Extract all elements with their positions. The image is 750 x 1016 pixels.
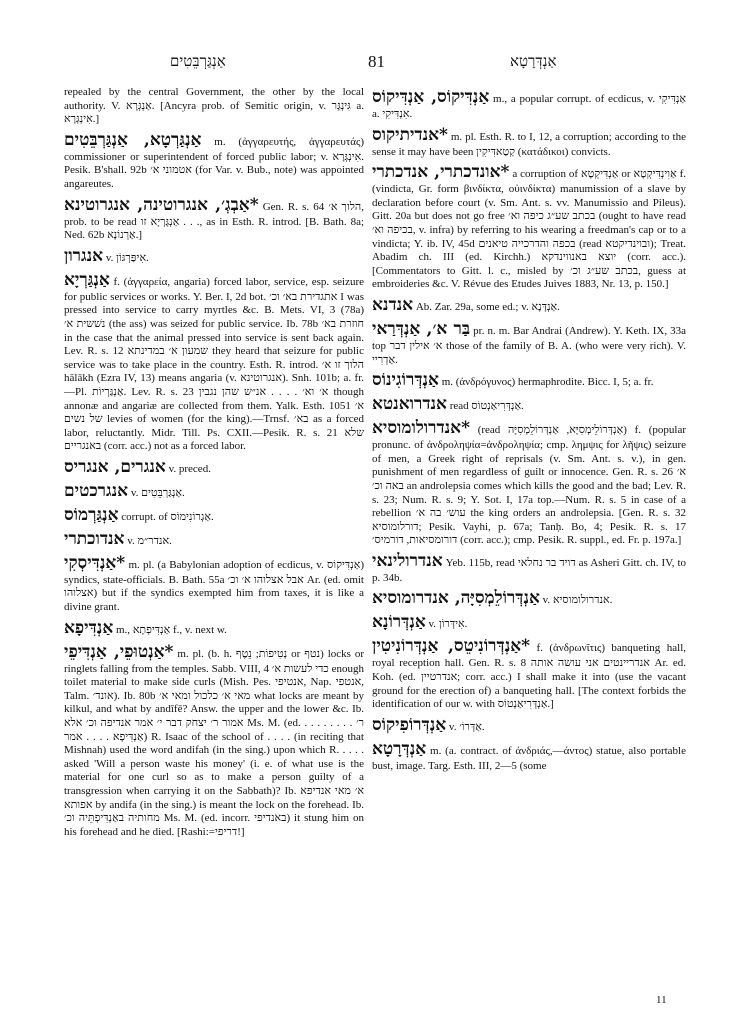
dictionary-entry [372,635,686,711]
dictionary-entry [64,480,364,502]
signature-mark: 11 [656,994,667,1006]
entry-lemma: אַנְגַּרְיָא [64,269,110,290]
entry-lemma: אנגרים, אנגריס [64,456,166,477]
entry-text: f. (ἀνδρωνῖτις) banqueting hall, royal reception hall. Gen. R. s. 8 אנדריינטים אני עושה אותה Ar. ed. Koh. (ed. אנדרטיין; corr. acc.) I shall make it into (use the vacant ground for the erection of) a banqueting hall. [The context forbids the identification of our w. with אַנְדְּרִיאַנְטוֹס.] [372,642,686,711]
entry-lemma: אַנְדְּרוֹגִינוֹס [372,370,439,391]
entry-lemma: אַנְדִּיקוֹס, אַנְדִּיקוֹס [372,87,490,107]
entry-text: m. (ἀνδρόγυνος) hermaphrodite. Bicc. I, 5; a. fr. [441,376,654,389]
right-column [372,86,686,775]
entry-text: v. אַנְגַּרְבֵּטִים. [130,486,185,499]
entry-text: read אַנְדְּרִיאַנְטוֹס. [449,400,524,413]
entry-text: m., a popular corrupt. of ecdicus, v. אַנְדִּיקִי a. אִנְדִּיקִי. [372,93,686,120]
dictionary-entry [372,714,686,736]
running-head-right: אַנְדְּרָטָא [510,52,557,70]
entry-text: corrupt. of אַגְרוֹנִימוֹס. [121,510,214,523]
entry-text: Ab. Zar. 29a, some ed.; v. אַנְדָּנָא. [415,300,560,313]
dictionary-entry [64,641,364,840]
entry-lemma: אַנְדְּרוֹנָא [372,612,426,633]
dictionary-entry [64,617,364,639]
entry-lemma: אַנְגַּרְטָא, אַנְגַּרְבֵּטִים [64,129,202,150]
entry-text: m., אַנְדִּיפְתָא f., v. next w. [116,623,227,636]
entry-text: v. preced. [168,462,211,475]
dictionary-entry [372,124,686,160]
dictionary-entry [372,369,686,391]
dictionary-entry [372,393,686,415]
entry-lemma: אנגרון [64,245,104,266]
left-column [64,86,364,841]
entry-text: m. pl. Esth. R. to I, 12, a corruption; according to the sense it may have been קַטַאדִּיקִין (κατάδικοι) convicts. [372,130,686,158]
dictionary-entry [372,417,686,548]
entry-lemma: אַנְדְּרָטָא [372,738,427,759]
dictionary-entry [372,86,686,122]
entry-text: (read אַנְדְּרוֹלֵימְסִיָּא, אַנְדְּרוֹלֵמְסִיָּה) f. (popular pronunc. of ἀνδροληψία=ἀνδροληψία; cmp. λημψις for λῆψις) seizure of men, a Greek right of reprisals (v. Sm. Ant. s. v.), in gen. punishment of men regardless of guilt or innocence. Gen. R. s. 26 א׳ באה וכ׳ an androlepsia comes which kills the good and the bad; Lev. R. s. 23; Num. R. s. 9; Y. Sot. I, 17a top.—Num. R. s. 5 in case of a rebellion עוש׳ בה א׳ the king orders an androlepsia. [Gen. R. s. 32 דורלומוסיא; Pesik. Vayhi, p. 67a; Tanḥ. Bo, 4; Pesik. R. s. 17 דורומסיאות, דורמיס׳ (corr. acc.); cmp. Pesik. R. suppl., ed. Fr. p. 197a.] [372,424,686,547]
dictionary-entry [372,294,686,316]
entry-lemma: *אנדרולומוסיא [372,418,470,439]
entry-lemma: *אונדכתרי, אנדכתרי [372,162,510,183]
dictionary-entry [64,528,364,550]
entry-lemma: אַנְדְּרוֹפִיקוֹס [372,714,447,735]
dictionary-entry [372,587,686,609]
entry-lemma: אנדרולינאי [372,550,443,571]
dictionary-entry [372,611,686,633]
page-number: 81 [368,52,385,71]
dictionary-entry [64,552,364,615]
entry-text: f. (ἀγγαρεία, angaria) forced labor, service, esp. seizure for public services or works. Y. Ber. I, 2d bot. אתגדירת בא׳ וכ׳ I was pressed into service to carry myrtles &c. B. Mets. VI, 3 (78a) נשׁשית א׳ (the ass) was seized for public service. Ib. 78b חוזרת בא׳ in the case that the animal pressed into service is sent back again. Lev. R. s. 12 שמעון א׳ במדינתא they heard that seizure for public service was to take place in the country. Esth. R. introd. הלוך זו א׳ hălākh (Ezra IV, 13) means angaria (v. אנגרוטינא). Snh. 101b; a. fr.—Pl. אַנְגַּרְיוֹת. Lev. R. s. 23 א׳ וא׳ . . . . אנ״ש שהן נגבין though annonæ and angariæ are collected from them. Yalk. Esth. 1051 א׳ של נשים levies of women (for the king).—Trnsf. בא׳ as a forced labor, reluctantly. Midr. Till. Ps. CXII.—Pesik. R. s. 21 שלא באנגריים (corr. acc.) not as a forced labor. [64,275,365,453]
dictionary-entry [64,245,364,267]
dictionary-entry [64,456,364,478]
running-head-left: אַנְגַּרְבֵּטִים [170,52,226,70]
entry-lemma: אנדרואנטא [372,394,447,415]
entry-lemma: אַנְדְּרוֹלֵמְסִיָּה, אנדרומוסיא [372,588,540,609]
entry-lemma: אנגרכטים [64,480,129,501]
dictionary-entry [64,194,364,243]
entry-text: v. אנדרולומוסיא. [542,594,613,607]
dictionary-entry [64,269,364,454]
entry-text: pr. n. m. Bar Andrai (Andrew). Y. Keth. IX, 33a top א׳ אילין דבר those of the family of B. A. (who were very rich). V. אַדְרִיי. [372,324,687,366]
entry-lemma: אַנְדִּיפָא [64,617,114,638]
entry-text: m. (ἀγγαρευτής, ἀγγαρευτάς) commissioner or superintendent of forced public labor; v. אִינְגְּרָא. Pesik. B'shall. 92b אטמוני א׳ (for Var. v. Bub., note) was appointed angareutes. [64,135,365,190]
entry-lemma: *אַנְדִּיסְקִי [64,552,126,573]
entry-lemma: *אַנְטוּפֵי, אַנְדִּיפֵי [64,641,174,662]
entry-text: m. pl. (b. h. נְטִיפוֹת; נֵטֶף or נטף) locks or ringlets falling from the temples. Sabb. VIII, 4 כדי לעשות א׳ enough toilet material to make side curls (Mish. Pes. אנטיפי, Nap. אנטפי, Talm. אונד׳). Ib. 80b מאי א׳ כלכול ומאי א׳ what locks are meant by kilkul, and what by andīfē? Answ. the upper and the lower &c. Ib. אמור ר׳ יצחק דבר י׳ אמר אנדיפה וכ׳ אלא Ms. M. (ed. . . . . ר׳ . . . . אַנְדִּיפָא . . . . אמר) R. Isaac of the school of . . . . (in reciting that Mishnah) used the word andifah (in the sing.) upon which R. . . . . asked 'Will a person waste his money' (i. e. of what use is the material for one curl so as to make a person guilty of a transgression when carrying it on the Sabbath)? Ib. א׳ מאי אנדיפא אפותא by andifa (in the sing.) is meant the lock on the forehead. Ib. מחותיה באַנְדִּיפְתֵּיה וכ׳ Ms. M. (ed. incorr. באנדיפי) it stung him on his forehead and he died. [Rashi:=דריפי!] [64,647,365,838]
entry-lemma: אנדנא [372,294,414,315]
entry-lemma: *אַבְגְ׳, אנגרוטינה, אנגרוטינא [64,194,259,215]
dictionary-entry [372,738,686,774]
dictionary-entry [372,550,686,586]
dictionary-entry [372,161,686,292]
dictionary-entry [372,318,686,367]
dictionary-entry [64,129,364,192]
entry-lemma: בַּר א׳, אַנְדְּרַאי [372,318,471,339]
entry-text: v. אִידְּרוֹן. [428,618,468,631]
entry-text: m. (a. contract. of ἀνδριάς,—άντος) statue, also portable bust, image. Targ. Esth. III, 2—5 (some [372,744,686,772]
entry-text: Yeb. 115b, read דויד בר נחלאי as Asheri Gitt. ch. IV, to p. 34b. [372,556,687,584]
entry-text: v. אַדְּרוֹ׳. [448,720,485,733]
entry-lemma: אנדוכתרי [64,528,125,549]
entry-text: Gen. R. s. 64 הלוך א׳, prob. to be read אַנְגָּרְיָא זו . . ., as in Esth. R. introd. [B. Bath. 8a; Ned. 62b אַרְנוֹנָא.] [64,200,365,242]
dictionary-entry [64,504,364,526]
entry-text: m. pl. (a Babylonian adoption of ecdicus, v. אַנְדִּיקוֹס) syndics, state-officials. B. Bath. 55a אבל אצלוהו א׳ וכ׳ Ar. (ed. omit אצלוהו) but if the syndics exempted him from taxes, it is like a divine grant. [64,558,364,614]
entry-text: a corruption of אַנְדִּיקְטָא or אַוִינְדִּיקְטָא f. (vindicta, Gr. form βινδίκτα, οὐινδίκτα) manumission of a slave by declaration before court (v. Sm. Ant. s. vv. Manumissio and Pileus). Gitt. 20a but does not go free בכתב שע״ג כיפה וא׳ (ought to have read בכיפה וא׳, v. infra) by referring to his wearing a freedman's cap or to a vindicta; Y. ib. IV, 45d בכפה והדרכייה טיאנים (read ובוינדיקטא); Treat. Abadim ch. III (ed. Kirchh.) יוצא באנווינדקא (corr. acc.). [Commentators to Gitt. l. c., misled by בכתב שע״ג וכ׳, guess at embroideries &c. V. Révue des Etudes Juives 1883, Nr. 13, p. 150.] [372,168,687,291]
dictionary-entry [64,86,364,127]
entry-lemma: *אַנְדְּרוֹנִיטֵס, אַנְדְּרוֹנִיטִין [372,636,531,657]
entry-lemma: *אנדיתיקוס [372,124,448,145]
entry-text: v. אנדר״מ. [127,534,172,547]
entry-lemma: אַנְגַּרְמוֹס [64,504,119,525]
entry-text: v. אִיפַּרְגּוֹן. [105,251,149,264]
entry-text: repealed by the central Government, the other by the local authority. V. אַנְגְּרָא. [Ancyra prob. of Semitic origin, v. גִּינְגָּר a. אִינְגְּרָא.] [64,86,364,126]
